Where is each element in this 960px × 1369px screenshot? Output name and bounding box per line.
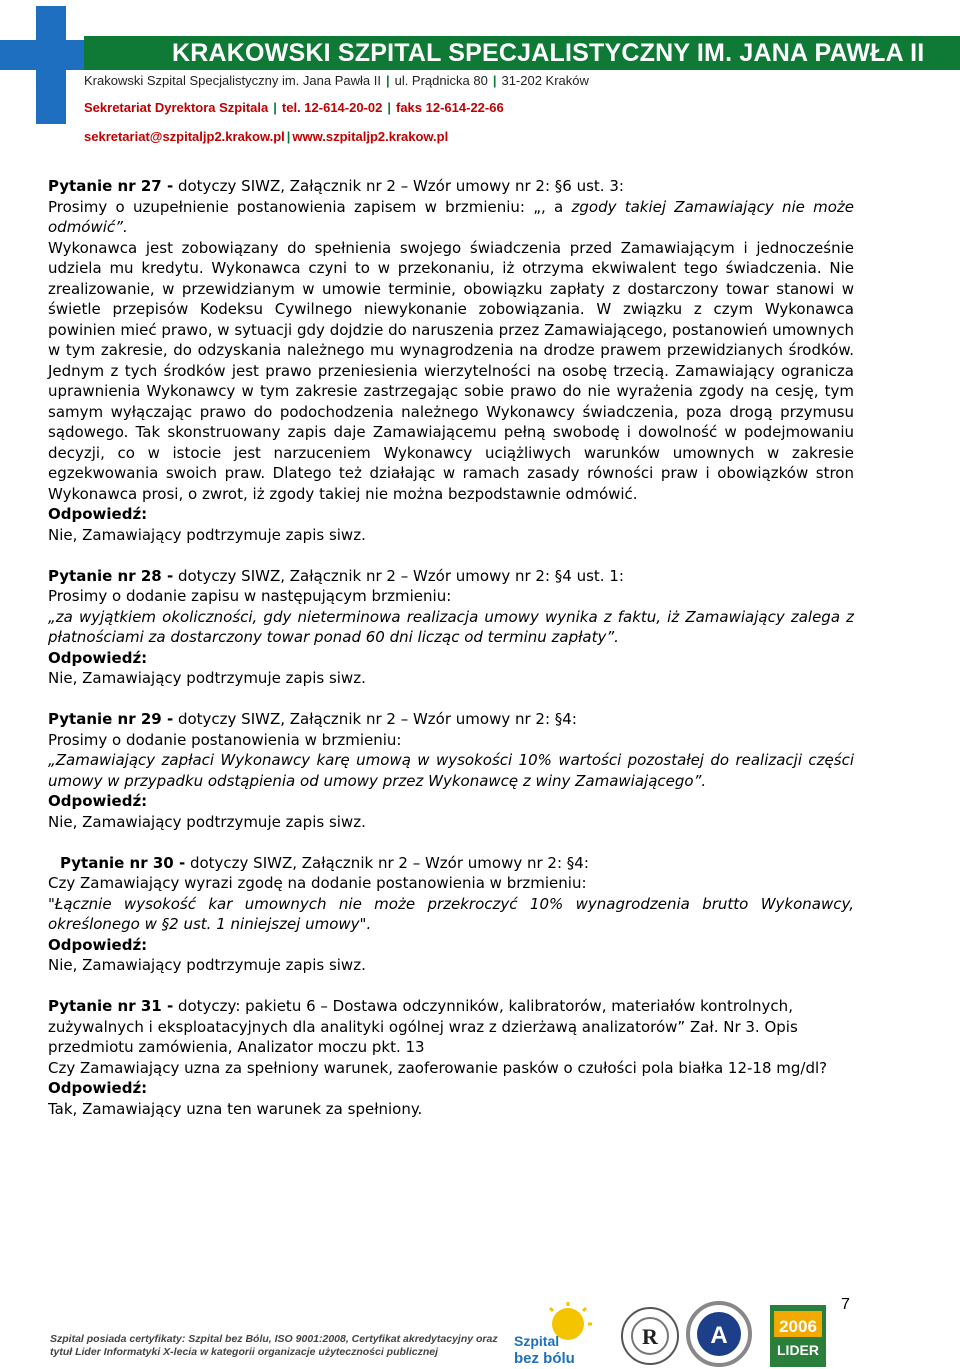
question-reference: dotyczy SIWZ, Załącznik nr 2 – Wzór umowy nr 2: §4: [173,710,577,728]
phone: tel. 12-614-20-02 [281,100,383,115]
header-web-line: sekretariat@szpitaljp2.krakow.pl | www.szpitaljp2.krakow.pl [84,129,449,144]
question-quote: "Łącznie wysokość kar umownych nie może przekroczyć 10% wynagrodzenia brutto Wykonawcy, określonego w §2 ust. 1 niniejszej umowy". [48,894,854,933]
address-name: Krakowski Szpital Specjalistyczny im. Jana Pawła II [84,73,381,88]
question-quote: „Zamawiający zapłaci Wykonawcy karę umową w wysokości 10% wartości pozostałej do realizacji części umowy w przypadku odstąpienia od umowy przez Wykonawcę z winy Zamawiającego”. [48,751,854,790]
fax: faks 12-614-22-66 [396,100,504,115]
question-request: Prosimy o dodanie zapisu w następującym brzmieniu: [48,587,452,605]
szpital-bez-bolu-logo [512,1300,602,1368]
logo-r-letter: R [642,1324,658,1349]
answer-text: Nie, Zamawiający podtrzymuje zapis siwz. [48,956,366,974]
header-address-line: Krakowski Szpital Specjalistyczny im. Jana Pawła II | ul. Prądnicka 80 | 31-202 Kraków [84,73,589,88]
question-request-italic: zgody takiej Zamawiający nie może odmówić”. [48,197,855,236]
question-reference: dotyczy SIWZ, Załącznik nr 2 – Wzór umowy nr 2: §4: [185,853,589,872]
secretariat: Sekretariat Dyrektora Szpitala [84,100,269,115]
question-request: Czy Zamawiający wyrazi zgodę na dodanie postanowienia w brzmieniu: [48,874,587,892]
question-body-part2: Nie zrealizowanie, w przewidzianym w umowie terminie, obowiązku zapłaty z dostarczony towar stanowi w świetle przepisów Kodeksu Cywilnego niewykonanie zobowiązania. W związku z czym Wykonawca powinien mieć prawo, w sytuacji gdy dojdzie do naruszenia przez Zamawiającego, postanowień umownych w tym zakresie, do odzyskania należnego mu wynagrodzenia na drodze prawem przewidzianych środków. Jednym z tych środków jest prawo przeniesienia wierzytelności na osobę trzecią. Zamawiający ogranicza uprawnienia Wykonawcy w tym zakresie zastrzegając sobie prawo do nie wyrażenia zgody na cesję, tym samym wyłączając prawo do podochodzenia należnego Wykonawcy świadczenia, poza drogą przymusu sądowego. Tak skonstruowany zapis daje Zamawiającemu pełną swobodę i dowolność w podejmowaniu decyzji, co w istocie jest narzuceniem Wykonawcy uciążliwych warunków umownych w zakresie egzekwowania swoich praw. Dlatego też działając w ramach zasady równości praw i obowiązków stron Wykonawca prosi, o zwrot, iż zgody takiej nie można bezpodstawnie odmówić. [48,259,854,503]
iso-certificate-logo [620,1306,680,1366]
answer-label: Odpowiedź: [48,648,148,667]
question-body-part1: Wykonawca jest zobowiązany do spełnienia swojego świadczenia przed Zamawiającym i jednocześnie udziela mu kredytu. Wykonawca czyni to w przekonaniu, iż otrzyma ekwiwalent tego świadczenia. [48,238,854,277]
logo-a-letter: A [710,1322,728,1349]
question-29 [48,709,854,832]
cross-horizontal [0,40,84,70]
answer-text: Tak, Zamawiający uzna ten warunek za spełniony. [48,1099,423,1118]
question-label: Pytanie nr 27 - [48,177,174,195]
question-reference: dotyczy SIWZ, Załącznik nr 2 – Wzór umowy nr 2: §4 ust. 1: [173,566,624,585]
answer-label: Odpowiedź: [48,935,148,954]
question-label: Pytanie nr 31 - [48,997,174,1015]
answer-label: Odpowiedź: [48,505,148,523]
logo-lider-word: LIDER [777,1342,819,1358]
header-title-band [84,36,960,70]
answer-text: Nie, Zamawiający podtrzymuje zapis siwz. [48,525,366,544]
question-request: Prosimy o uzupełnienie postanowienia zapisem w brzmieniu: „, a [48,197,572,216]
page-number: 7 [841,1296,850,1313]
question-label: Pytanie nr 28 - [48,566,174,585]
answer-label: Odpowiedź: [48,792,148,810]
question-request: Prosimy o dodanie postanowienia w brzmieniu: [48,730,402,749]
question-label: Pytanie nr 30 - [60,853,186,872]
lider-2006-logo [770,1305,826,1367]
logo-szpital-line1: Szpital [514,1333,560,1349]
question-30 [48,853,854,976]
question-28 [48,566,854,689]
answer-label: Odpowiedź: [48,1079,148,1097]
logo-lider-year: 2006 [779,1317,817,1336]
hospital-title: KRAKOWSKI SZPITAL SPECJALISTYCZNY IM. JANA PAWŁA II [172,39,925,67]
answer-text: Nie, Zamawiający podtrzymuje zapis siwz. [48,812,366,831]
website-link[interactable]: www.szpitaljp2.krakow.pl [292,129,449,144]
question-reference: dotyczy: pakietu 6 – Dostawa odczynników, kalibratorów, materiałów kontrolnych, zużywalnych i eksploatacyjnych dla analityki ogólnej wraz z dzierżawą analizatorów” Zał. Nr 3. Opis przedmiotu zamówienia, Analizator moczu pkt. 13 [48,997,798,1056]
question-request: Czy Zamawiający uzna za spełniony warunek, zaoferowanie pasków o czułości pola białka 12-18 mg/dl? [48,1058,828,1077]
question-reference: dotyczy SIWZ, Załącznik nr 2 – Wzór umowy nr 2: §6 ust. 3: [173,177,624,195]
certificates-text: Szpital posiada certyfikaty: Szpital bez Bólu, ISO 9001:2008, Certyfikat akredytacyjny oraz tytuł Lider Informatyki X-lecia w kategorii organizacje użyteczności publicznej [50,1333,498,1358]
email-link[interactable]: sekretariat@szpitaljp2.krakow.pl [84,129,285,144]
header-contact-line: Sekretariat Dyrektora Szpitala | tel. 12-614-20-02 | faks 12-614-22-66 [84,100,504,115]
accreditation-logo [684,1300,754,1368]
address-street: ul. Prądnicka 80 [394,73,488,88]
address-city: 31-202 Kraków [501,73,589,88]
question-quote: „za wyjątkiem okoliczności, gdy nieterminowa realizacja umowy wynika z faktu, iż Zamawiający zalega z płatnościami za dostarczony towar ponad 60 dni licząc od terminu zapłaty”. [48,607,854,646]
question-27 [48,176,854,545]
logo-szpital-line2: bez bólu [514,1350,575,1367]
question-label: Pytanie nr 29 - [48,710,174,728]
answer-text: Nie, Zamawiający podtrzymuje zapis siwz. [48,669,366,687]
question-31 [48,996,854,1119]
document-body [48,176,854,1119]
